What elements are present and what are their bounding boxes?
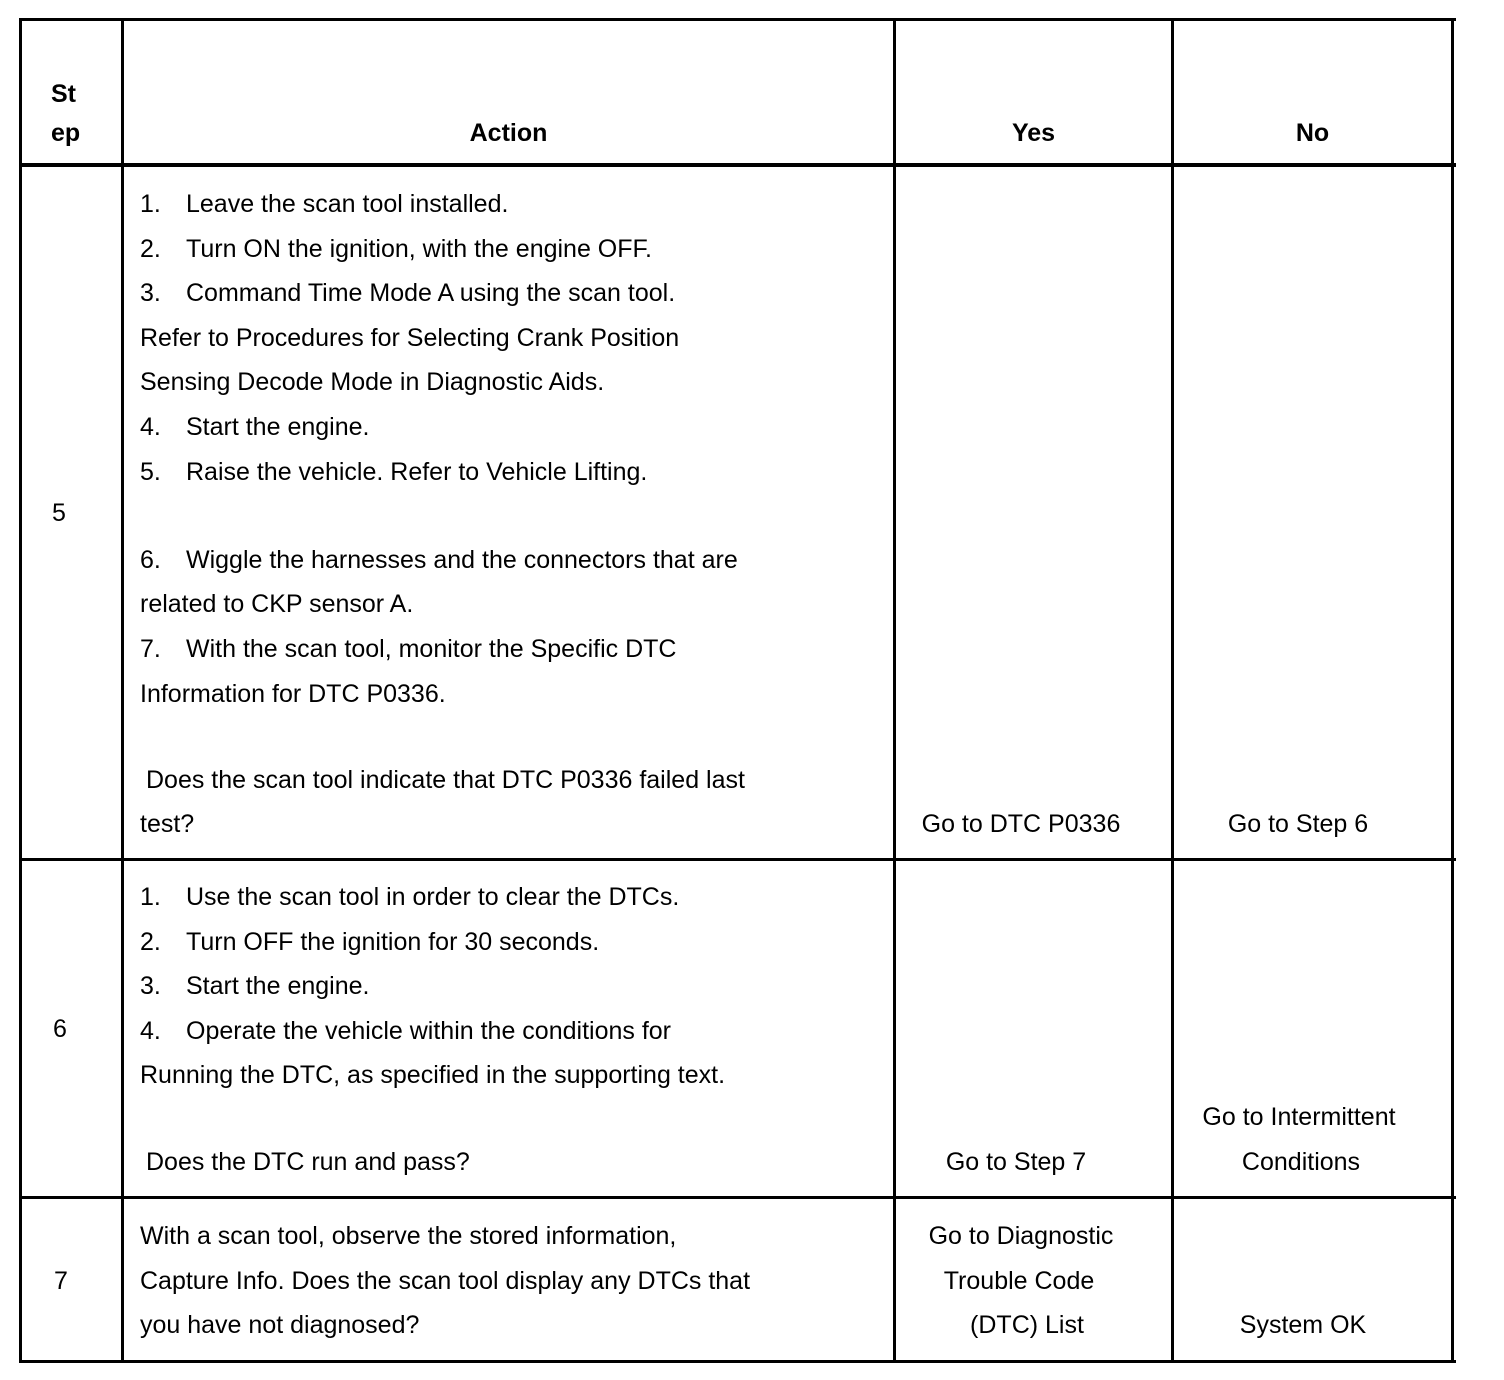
- action-number: 3.: [140, 972, 161, 1000]
- table-border-top: [19, 18, 1456, 21]
- table-border-left: [19, 18, 22, 1363]
- no-result: Conditions: [1241, 1148, 1361, 1176]
- header-yes: Yes: [1011, 119, 1056, 147]
- step-number: 6: [53, 1015, 67, 1043]
- action-text: Turn ON the ignition, with the engine OFF.: [186, 235, 652, 263]
- action-number: 7.: [140, 635, 161, 663]
- action-text: Command Time Mode A using the scan tool.: [186, 279, 676, 307]
- action-line: Capture Info. Does the scan tool display any DTCs that: [140, 1267, 751, 1295]
- action-text: Start the engine.: [186, 413, 370, 441]
- action-text: Leave the scan tool installed.: [186, 190, 509, 218]
- action-line: [140, 235, 652, 263]
- question-line: test?: [140, 810, 195, 838]
- yes-result: Go to Step 7: [945, 1148, 1087, 1176]
- action-line: [140, 972, 369, 1000]
- action-number: 1.: [140, 190, 161, 218]
- action-text: Use the scan tool in order to clear the DTCs.: [186, 883, 680, 911]
- action-line: [140, 190, 508, 218]
- action-number: 2.: [140, 928, 161, 956]
- action-line: related to CKP sensor A.: [140, 590, 414, 618]
- header-step-line2: ep: [51, 119, 81, 147]
- action-line: [140, 883, 679, 911]
- action-line: [140, 458, 647, 486]
- no-result: Go to Step 6: [1227, 810, 1369, 838]
- action-line: [140, 279, 675, 307]
- step-number: 5: [52, 499, 66, 527]
- action-text: With the scan tool, monitor the Specific DTC: [186, 635, 677, 663]
- action-number: 2.: [140, 235, 161, 263]
- action-line: [140, 928, 599, 956]
- action-text: Turn OFF the ignition for 30 seconds.: [186, 928, 600, 956]
- table-border-right: [1451, 18, 1454, 1363]
- action-number: 3.: [140, 279, 161, 307]
- action-text: Raise the vehicle. Refer to Vehicle Lifting.: [186, 458, 648, 486]
- question-line: Does the scan tool indicate that DTC P0336 failed last: [146, 766, 745, 794]
- action-number: 4.: [140, 1017, 161, 1045]
- column-divider: [121, 18, 124, 1363]
- action-number: 4.: [140, 413, 161, 441]
- yes-result: Go to DTC P0336: [921, 810, 1121, 838]
- action-line: Sensing Decode Mode in Diagnostic Aids.: [140, 368, 605, 396]
- action-line: [140, 635, 676, 663]
- action-text: Start the engine.: [186, 972, 370, 1000]
- action-line: [140, 546, 738, 574]
- action-text: Operate the vehicle within the conditions for: [186, 1017, 671, 1045]
- action-line: you have not diagnosed?: [140, 1311, 420, 1339]
- step-number: 7: [54, 1267, 68, 1295]
- no-result: System OK: [1239, 1311, 1367, 1339]
- table-border-bottom: [19, 1360, 1456, 1363]
- action-line: [140, 413, 369, 441]
- yes-result: Go to Diagnostic: [928, 1222, 1114, 1250]
- action-number: 6.: [140, 546, 161, 574]
- action-line: [140, 1017, 671, 1045]
- action-text: Wiggle the harnesses and the connectors that are: [186, 546, 738, 574]
- header-step-line1: St: [51, 80, 76, 108]
- action-line: Running the DTC, as specified in the supporting text.: [140, 1061, 726, 1089]
- header-no: No: [1295, 119, 1330, 147]
- action-line: Refer to Procedures for Selecting Crank Position: [140, 324, 680, 352]
- yes-result: Trouble Code: [943, 1267, 1095, 1295]
- header-action: Action: [469, 119, 548, 147]
- action-line: Information for DTC P0336.: [140, 680, 446, 708]
- action-line: With a scan tool, observe the stored information,: [140, 1222, 677, 1250]
- action-number: 1.: [140, 883, 161, 911]
- header-divider: [19, 163, 1456, 167]
- row-divider: [19, 1196, 1456, 1199]
- action-number: 5.: [140, 458, 161, 486]
- row-divider: [19, 858, 1456, 861]
- question-line: Does the DTC run and pass?: [146, 1148, 470, 1176]
- no-result: Go to Intermittent: [1202, 1103, 1396, 1131]
- header-step: [51, 80, 80, 147]
- yes-result: (DTC) List: [970, 1311, 1084, 1339]
